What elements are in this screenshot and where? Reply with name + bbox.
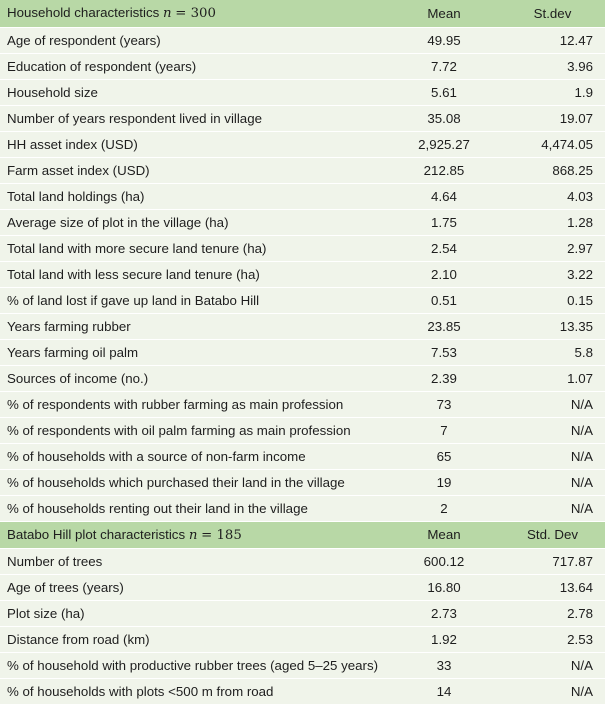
table-row (0, 313, 605, 339)
row-label: Average size of plot in the village (ha) (0, 209, 388, 235)
row-label: Number of trees (0, 548, 388, 574)
column-header-sd: Std. Dev (500, 521, 605, 548)
sd-value: N/A (500, 417, 605, 443)
row-label: % of households which purchased their land in the village (0, 469, 388, 495)
row-label: Total land with less secure land tenure (ha) (0, 261, 388, 287)
table-row (0, 469, 605, 495)
sd-value: 717.87 (500, 548, 605, 574)
row-label: Farm asset index (USD) (0, 157, 388, 183)
table-row (0, 626, 605, 652)
mean-value: 5.61 (388, 79, 500, 105)
sd-value: 2.78 (500, 600, 605, 626)
sd-value: 13.64 (500, 574, 605, 600)
row-label: % of household with productive rubber trees (aged 5–25 years) (0, 652, 388, 678)
mean-value: 0.51 (388, 287, 500, 313)
n-variable: n (188, 527, 198, 543)
mean-value: 7 (388, 417, 500, 443)
table-row (0, 600, 605, 626)
table-row (0, 391, 605, 417)
sd-value: 3.22 (500, 261, 605, 287)
row-label: % of households with a source of non-farm income (0, 443, 388, 469)
row-label: Years farming rubber (0, 313, 388, 339)
table-row (0, 79, 605, 105)
mean-value: 2.54 (388, 235, 500, 261)
plot-section (0, 521, 605, 704)
column-header-sd: St.dev (500, 0, 605, 27)
row-label: Age of trees (years) (0, 574, 388, 600)
row-label: % of respondents with oil palm farming as main profession (0, 417, 388, 443)
mean-value: 2 (388, 495, 500, 521)
row-label: % of households with plots <500 m from road (0, 678, 388, 704)
mean-value: 73 (388, 391, 500, 417)
mean-value: 23.85 (388, 313, 500, 339)
table-row (0, 183, 605, 209)
column-header-mean: Mean (388, 0, 500, 27)
table-row (0, 495, 605, 521)
mean-value: 49.95 (388, 27, 500, 53)
table-row (0, 105, 605, 131)
mean-value: 2,925.27 (388, 131, 500, 157)
sd-value: 19.07 (500, 105, 605, 131)
row-label: HH asset index (USD) (0, 131, 388, 157)
mean-value: 19 (388, 469, 500, 495)
table-row (0, 652, 605, 678)
n-variable: n (162, 6, 172, 22)
sd-value: 3.96 (500, 53, 605, 79)
n-value: = 300 (175, 6, 216, 22)
row-label: Education of respondent (years) (0, 53, 388, 79)
sd-value: N/A (500, 652, 605, 678)
section-title: Batabo Hill plot characteristics n = 185 (0, 521, 388, 548)
row-label: Age of respondent (years) (0, 27, 388, 53)
mean-value: 7.72 (388, 53, 500, 79)
column-header-mean: Mean (388, 521, 500, 548)
mean-value: 16.80 (388, 574, 500, 600)
mean-value: 35.08 (388, 105, 500, 131)
sd-value: 2.97 (500, 235, 605, 261)
mean-value: 212.85 (388, 157, 500, 183)
row-label: Household size (0, 79, 388, 105)
table-row (0, 417, 605, 443)
sd-value: 0.15 (500, 287, 605, 313)
table-row (0, 548, 605, 574)
mean-value: 7.53 (388, 339, 500, 365)
mean-value: 2.10 (388, 261, 500, 287)
mean-value: 2.73 (388, 600, 500, 626)
table-row (0, 53, 605, 79)
mean-value: 33 (388, 652, 500, 678)
sd-value: N/A (500, 443, 605, 469)
table-row (0, 287, 605, 313)
row-label: % of respondents with rubber farming as main profession (0, 391, 388, 417)
sd-value: 1.28 (500, 209, 605, 235)
mean-value: 1.92 (388, 626, 500, 652)
table-row (0, 131, 605, 157)
row-label: Plot size (ha) (0, 600, 388, 626)
table-row (0, 235, 605, 261)
sd-value: 1.9 (500, 79, 605, 105)
sd-value: N/A (500, 495, 605, 521)
row-label: % of land lost if gave up land in Batabo Hill (0, 287, 388, 313)
mean-value: 1.75 (388, 209, 500, 235)
row-label: Distance from road (km) (0, 626, 388, 652)
mean-value: 14 (388, 678, 500, 704)
mean-value: 600.12 (388, 548, 500, 574)
section-title: Household characteristics n = 300 (0, 0, 388, 27)
table-row (0, 678, 605, 704)
sd-value: 12.47 (500, 27, 605, 53)
row-label: % of households renting out their land in the village (0, 495, 388, 521)
table-row (0, 261, 605, 287)
sd-value: 4.03 (500, 183, 605, 209)
section-header (0, 0, 605, 27)
table-row (0, 209, 605, 235)
row-label: Sources of income (no.) (0, 365, 388, 391)
row-label: Number of years respondent lived in village (0, 105, 388, 131)
section-header (0, 521, 605, 548)
sd-value: N/A (500, 391, 605, 417)
sd-value: 868.25 (500, 157, 605, 183)
row-label: Years farming oil palm (0, 339, 388, 365)
table-row (0, 157, 605, 183)
row-label: Total land holdings (ha) (0, 183, 388, 209)
sd-value: 5.8 (500, 339, 605, 365)
mean-value: 4.64 (388, 183, 500, 209)
sd-value: 1.07 (500, 365, 605, 391)
sd-value: 2.53 (500, 626, 605, 652)
table-row (0, 339, 605, 365)
mean-value: 65 (388, 443, 500, 469)
table-row (0, 365, 605, 391)
table-row (0, 443, 605, 469)
table-row (0, 27, 605, 53)
row-label: Total land with more secure land tenure (ha) (0, 235, 388, 261)
sd-value: 4,474.05 (500, 131, 605, 157)
sd-value: N/A (500, 678, 605, 704)
table-row (0, 574, 605, 600)
mean-value: 2.39 (388, 365, 500, 391)
sd-value: N/A (500, 469, 605, 495)
sd-value: 13.35 (500, 313, 605, 339)
n-value: = 185 (201, 527, 242, 543)
